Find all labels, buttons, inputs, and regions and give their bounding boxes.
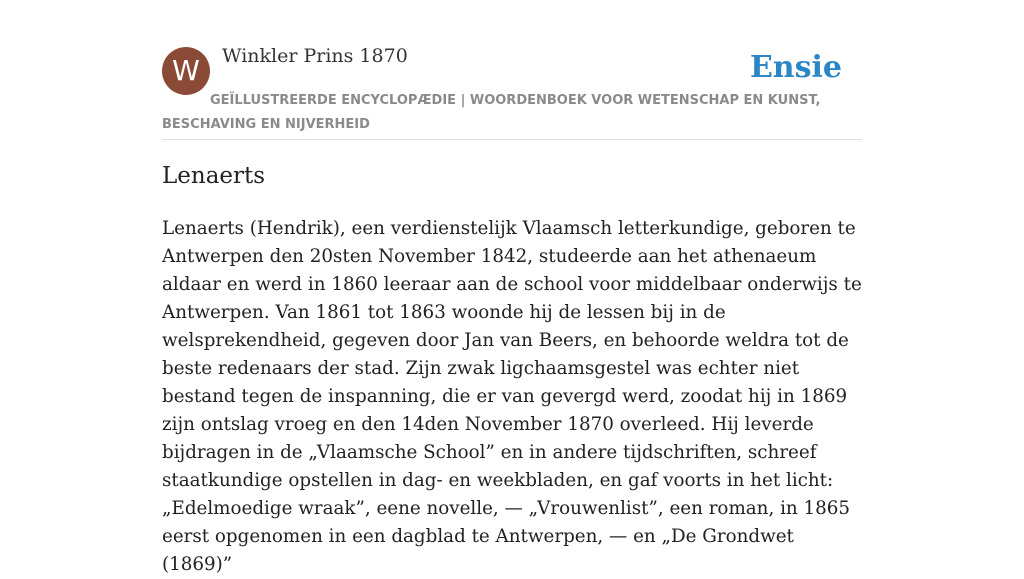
entry-body: Lenaerts (Hendrik), een verdienstelijk Vlaamsch letterkundige, geboren te Antwerpen den 20sten November 1842, studeerde aan het athenaeum aldaar en werd in 1860 leeraar aan de school voor middelbaar onderwijs te Antwerpen. Van 1861 tot 1863 woonde hij de lessen bij in de welsprekendheid, gegeven door Jan van Beers, en behoorde weldra tot de beste redenaars der stad. Zijn zwak ligchaamsgestel was echter niet bestand tegen de inspanning, die er van gevergd werd, zoodat hij in 1869 zijn ontslag vroeg en den 14den November 1870 overleed. Hij leverde bijdragen in de „Vlaamsche School” en in andere tijdschriften, schreef staatkundige opstellen in dag- en weekbladen, en gaf voorts in het licht: „Edelmoedige wraak”, eene novelle, — „Vrouwenlist”, een roman, in 1865 eerst opgenomen in een dagblad te Antwerpen, — en „De Grondwet (1869)” [162,218,862,575]
avatar[interactable]: W [162,47,210,95]
entry-title: Lenaerts [162,163,266,189]
brand-logo[interactable]: Ensie [749,50,842,85]
source-subtitle: GEÏLLUSTREERDE ENCYCLOPÆDIE | WOORDENBOEK VOOR WETENSCHAP EN KUNST, BESCHAVING EN NIJVERHEID [162,93,821,132]
header-divider [162,139,862,140]
source-title[interactable]: Winkler Prins 1870 [222,45,408,67]
